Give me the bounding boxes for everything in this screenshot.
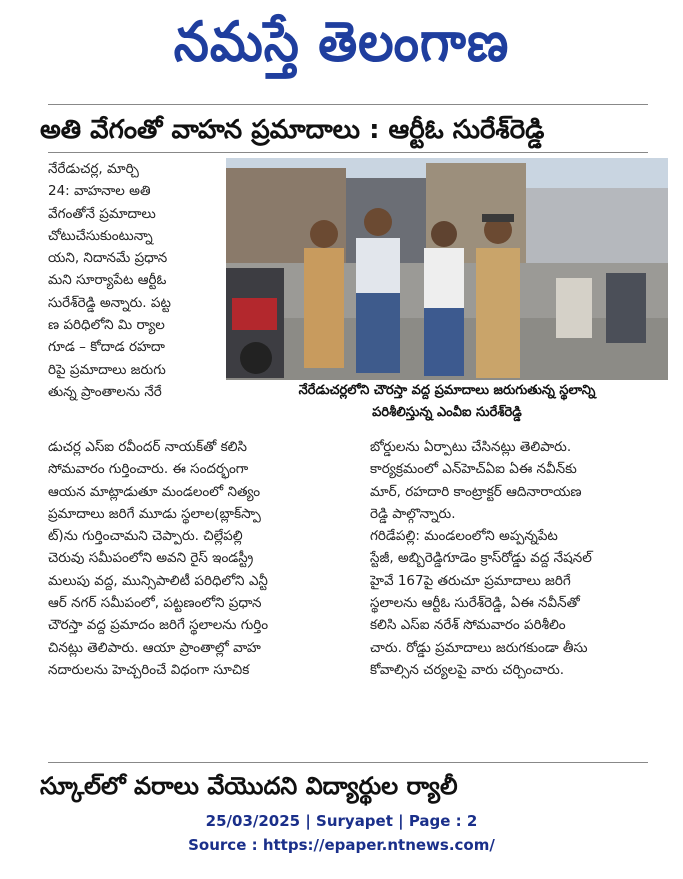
caption-line-1: నేరేడుచర్లలోని చౌరస్తా వద్ద ప్రమాదాలు జరుగుతున్న స్థలాన్ని	[298, 383, 596, 398]
masthead-title: నమస్తే తెలంగాణ	[173, 10, 510, 74]
text-line: చౌరస్తా వద్ద ప్రమాదం జరిగే స్థలాలను గుర్తిం	[48, 617, 269, 634]
text-line: రెడ్డి పాల్గొన్నారు.	[370, 505, 456, 522]
text-line: యని, నిదానమే ప్రధాన	[48, 250, 168, 267]
text-line: కలిసి ఎస్ఐ నరేశ్ సోమవారం పరిశీలిం	[370, 617, 566, 634]
article-column-2	[48, 436, 362, 681]
footer-source: Source : https://epaper.ntnews.com/	[188, 836, 495, 854]
divider-top	[48, 104, 648, 105]
divider-bottom	[48, 762, 648, 763]
news-photo	[226, 158, 668, 380]
divider-under-headline	[48, 152, 648, 153]
article-column-3	[370, 436, 668, 681]
text-line: సురేశ్‌రెడ్డి అన్నారు. పట్ట	[48, 294, 171, 311]
news-photo-illustration	[226, 158, 668, 380]
photo-caption	[226, 380, 668, 436]
text-line: చారు. రోడ్డు ప్రమాదాలు జరుగకుండా తీసు	[370, 639, 588, 656]
text-line: వేగంతోనే ప్రమాదాలు	[48, 205, 156, 222]
text-line: స్టేజీ, అబ్బిరెడ్డిగూడెం క్రాస్‌రోడ్డు వద్ద నేషనల్	[370, 550, 592, 567]
text-line: హైవే 167పై తరుచూ ప్రమాదాలు జరిగే	[370, 572, 571, 589]
text-line: కార్యక్రమంలో ఎన్‌హెచ్‌ఏఐ ఏఈ నవీన్‌కు	[370, 461, 577, 478]
text-line: నేరేడుచర్ల, మార్చి	[48, 161, 139, 177]
text-line: గూడ – కోదాడ రహదా	[48, 339, 165, 356]
text-line: గరిడేపల్లి: మండలంలోని అప్పన్నపేట	[370, 528, 558, 545]
article-column-1	[48, 158, 220, 403]
text-line: డుచర్ల ఎస్ఐ రవీందర్ నాయక్‌తో కలిసి	[48, 439, 247, 455]
text-line: ప్రమాదాలు జరిగే మూడు స్థలాల(బ్లాక్‌స్పా	[48, 505, 261, 522]
text-line: చెరువు సమీపంలోని అవని రైస్ ఇండస్ట్రీ	[48, 550, 254, 567]
text-line: మలుపు వద్ద, మున్సిపాలిటీ పరిధిలోని ఎన్టీ	[48, 572, 268, 589]
newspaper-masthead	[0, 6, 683, 78]
text-line: చోటుచేసుకుంటున్నా	[48, 227, 153, 244]
text-line: కోవాల్సిన చర్యలపై వారు చర్చించారు.	[370, 661, 565, 678]
text-line: ఆర్ నగర్ సమీపంలో, పట్టణంలోని ప్రధాన	[48, 595, 262, 612]
text-line: నదారులను హెచ్చరించే విధంగా సూచిక	[48, 661, 250, 678]
caption-line-2: పరిశీలిస్తున్న ఎంవీఐ సురేశ్‌రెడ్డి	[372, 405, 522, 420]
text-line: ఆయన మాట్లాడుతూ మండలంలో నిత్యం	[48, 483, 261, 500]
text-line: బోర్డులను ఏర్పాటు చేసినట్లు తెలిపారు.	[370, 439, 572, 455]
text-line: తున్న ప్రాంతాలను నేరే	[48, 383, 162, 400]
text-line: మార్, రహదారి కాంట్రాక్టర్ ఆదినారాయణ	[370, 483, 582, 500]
footer-date-edition: 25/03/2025 | Suryapet | Page : 2	[205, 812, 478, 830]
text-line: ణ పరిధిలోని మి ర్యాల	[48, 317, 165, 334]
text-line: 24: వాహనాల అతి	[48, 183, 151, 200]
text-line: చినట్లు తెలిపారు. ఆయా ప్రాంతాల్లో వాహ	[48, 639, 261, 656]
article-headline: అతి వేగంతో వాహన ప్రమాదాలు : ఆర్టీఓ సురేశ్‌రెడ్డి	[40, 115, 545, 145]
text-line: రిపై ప్రమాదాలు జరుగు	[48, 361, 166, 378]
second-article-headline: స్కూల్‌లో వరాలు వేయొదని విద్యార్థుల ర్యాలీ	[40, 772, 458, 800]
text-line: మని సూర్యాపేట ఆర్టీఓ	[48, 272, 167, 289]
text-line: ట్)ను గుర్తించామని చెప్పారు. చిల్లేపల్లి	[48, 528, 243, 545]
text-line: సోమవారం గుర్తించారు. ఈ సందర్భంగా	[48, 461, 249, 478]
text-line: స్థలాలను ఆర్టీఓ సురేశ్‌రెడ్డి, ఏఈ నవీన్‌తో	[370, 595, 580, 612]
